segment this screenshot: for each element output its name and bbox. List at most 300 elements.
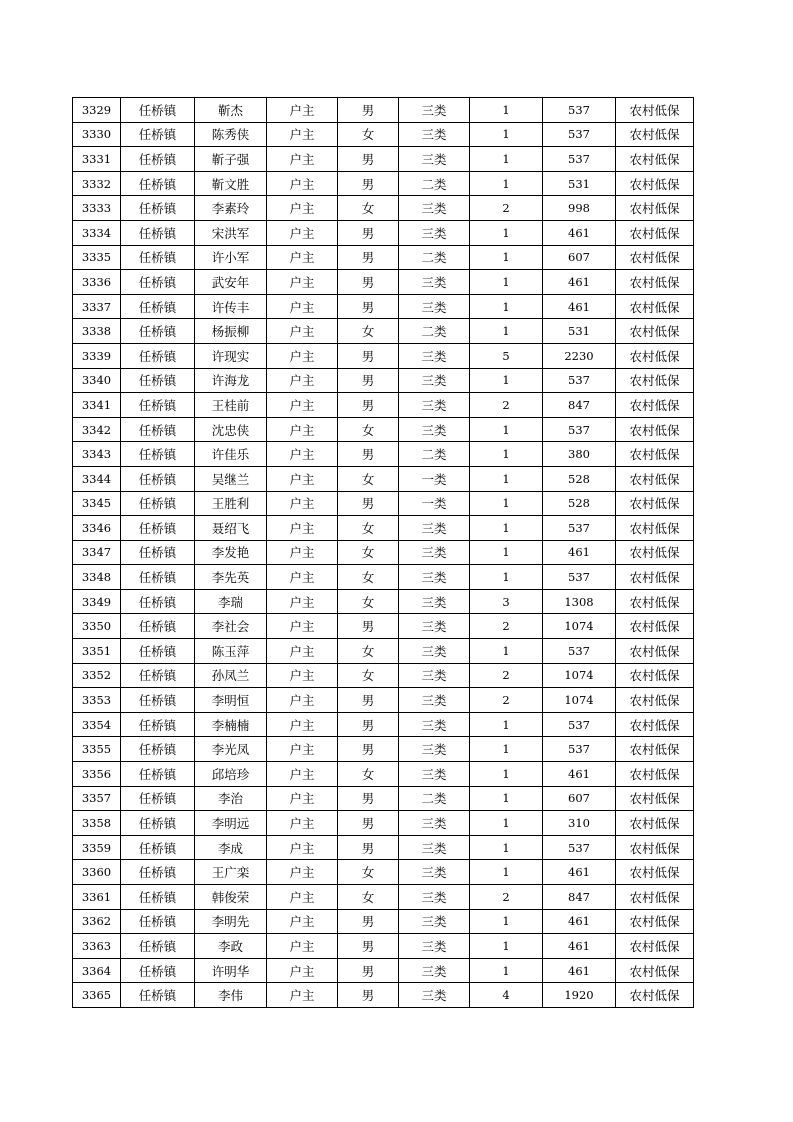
cell-category: 三类 — [399, 294, 470, 319]
cell-town: 任桥镇 — [121, 270, 195, 295]
cell-gender: 男 — [338, 712, 399, 737]
cell-assistance-type: 农村低保 — [616, 516, 694, 541]
cell-household-size: 1 — [470, 245, 543, 270]
cell-relation: 户主 — [267, 762, 338, 787]
cell-category: 三类 — [399, 909, 470, 934]
cell-row-number: 3364 — [73, 958, 121, 983]
cell-category: 三类 — [399, 762, 470, 787]
cell-row-number: 3354 — [73, 712, 121, 737]
cell-household-size: 1 — [470, 811, 543, 836]
cell-amount: 461 — [543, 220, 616, 245]
cell-row-number: 3357 — [73, 786, 121, 811]
cell-row-number: 3331 — [73, 147, 121, 172]
cell-household-size: 1 — [470, 270, 543, 295]
cell-amount: 537 — [543, 368, 616, 393]
cell-assistance-type: 农村低保 — [616, 196, 694, 221]
cell-name: 许佳乐 — [195, 442, 267, 467]
cell-assistance-type: 农村低保 — [616, 614, 694, 639]
cell-town: 任桥镇 — [121, 466, 195, 491]
cell-gender: 男 — [338, 737, 399, 762]
cell-amount: 461 — [543, 294, 616, 319]
cell-category: 三类 — [399, 688, 470, 713]
cell-name: 李楠楠 — [195, 712, 267, 737]
cell-relation: 户主 — [267, 343, 338, 368]
cell-household-size: 3 — [470, 589, 543, 614]
table-row — [73, 171, 694, 196]
cell-name: 吴继兰 — [195, 466, 267, 491]
cell-category: 三类 — [399, 639, 470, 664]
cell-relation: 户主 — [267, 540, 338, 565]
cell-relation: 户主 — [267, 885, 338, 910]
cell-name: 李素玲 — [195, 196, 267, 221]
cell-name: 王广栾 — [195, 860, 267, 885]
table-row — [73, 393, 694, 418]
cell-gender: 男 — [338, 983, 399, 1008]
cell-household-size: 1 — [470, 294, 543, 319]
cell-household-size: 1 — [470, 958, 543, 983]
cell-assistance-type: 农村低保 — [616, 368, 694, 393]
cell-row-number: 3341 — [73, 393, 121, 418]
cell-town: 任桥镇 — [121, 417, 195, 442]
cell-row-number: 3339 — [73, 343, 121, 368]
cell-row-number: 3356 — [73, 762, 121, 787]
cell-relation: 户主 — [267, 737, 338, 762]
cell-row-number: 3358 — [73, 811, 121, 836]
cell-row-number: 3335 — [73, 245, 121, 270]
cell-category: 三类 — [399, 712, 470, 737]
cell-assistance-type: 农村低保 — [616, 270, 694, 295]
cell-name: 李治 — [195, 786, 267, 811]
cell-relation: 户主 — [267, 491, 338, 516]
cell-amount: 1308 — [543, 589, 616, 614]
cell-category: 二类 — [399, 442, 470, 467]
cell-row-number: 3348 — [73, 565, 121, 590]
cell-gender: 女 — [338, 639, 399, 664]
cell-name: 邱培珍 — [195, 762, 267, 787]
cell-amount: 537 — [543, 835, 616, 860]
table-row — [73, 540, 694, 565]
cell-amount: 537 — [543, 98, 616, 123]
cell-amount: 537 — [543, 565, 616, 590]
cell-assistance-type: 农村低保 — [616, 466, 694, 491]
cell-relation: 户主 — [267, 319, 338, 344]
table-row — [73, 786, 694, 811]
cell-amount: 537 — [543, 147, 616, 172]
cell-gender: 男 — [338, 811, 399, 836]
cell-assistance-type: 农村低保 — [616, 589, 694, 614]
table-row — [73, 245, 694, 270]
cell-household-size: 2 — [470, 663, 543, 688]
cell-assistance-type: 农村低保 — [616, 491, 694, 516]
cell-household-size: 1 — [470, 516, 543, 541]
cell-amount: 537 — [543, 122, 616, 147]
data-sheet — [72, 97, 694, 1008]
cell-name: 许小军 — [195, 245, 267, 270]
cell-row-number: 3355 — [73, 737, 121, 762]
cell-row-number: 3334 — [73, 220, 121, 245]
cell-town: 任桥镇 — [121, 147, 195, 172]
table-row — [73, 270, 694, 295]
cell-amount: 461 — [543, 958, 616, 983]
table-row — [73, 122, 694, 147]
cell-amount: 998 — [543, 196, 616, 221]
table-row — [73, 909, 694, 934]
table-row — [73, 811, 694, 836]
cell-town: 任桥镇 — [121, 220, 195, 245]
table-row — [73, 663, 694, 688]
cell-town: 任桥镇 — [121, 663, 195, 688]
cell-household-size: 1 — [470, 319, 543, 344]
cell-row-number: 3353 — [73, 688, 121, 713]
cell-amount: 537 — [543, 639, 616, 664]
cell-gender: 女 — [338, 762, 399, 787]
cell-household-size: 2 — [470, 614, 543, 639]
cell-row-number: 3342 — [73, 417, 121, 442]
table-row — [73, 934, 694, 959]
cell-assistance-type: 农村低保 — [616, 319, 694, 344]
cell-name: 李明远 — [195, 811, 267, 836]
cell-category: 一类 — [399, 466, 470, 491]
table-row — [73, 368, 694, 393]
cell-category: 三类 — [399, 860, 470, 885]
table-row — [73, 294, 694, 319]
cell-household-size: 1 — [470, 762, 543, 787]
cell-assistance-type: 农村低保 — [616, 220, 694, 245]
table-row — [73, 983, 694, 1008]
cell-household-size: 1 — [470, 540, 543, 565]
cell-name: 靳文胜 — [195, 171, 267, 196]
cell-amount: 461 — [543, 934, 616, 959]
cell-relation: 户主 — [267, 811, 338, 836]
table-row — [73, 639, 694, 664]
cell-category: 三类 — [399, 270, 470, 295]
cell-category: 二类 — [399, 319, 470, 344]
cell-name: 韩俊荣 — [195, 885, 267, 910]
cell-assistance-type: 农村低保 — [616, 786, 694, 811]
cell-household-size: 1 — [470, 147, 543, 172]
cell-relation: 户主 — [267, 220, 338, 245]
table-row — [73, 688, 694, 713]
cell-category: 三类 — [399, 565, 470, 590]
cell-name: 李先英 — [195, 565, 267, 590]
cell-household-size: 1 — [470, 466, 543, 491]
cell-relation: 户主 — [267, 565, 338, 590]
cell-row-number: 3351 — [73, 639, 121, 664]
cell-row-number: 3363 — [73, 934, 121, 959]
cell-row-number: 3346 — [73, 516, 121, 541]
cell-name: 许传丰 — [195, 294, 267, 319]
cell-town: 任桥镇 — [121, 245, 195, 270]
cell-assistance-type: 农村低保 — [616, 762, 694, 787]
cell-relation: 户主 — [267, 245, 338, 270]
cell-name: 许明华 — [195, 958, 267, 983]
cell-amount: 461 — [543, 540, 616, 565]
cell-household-size: 1 — [470, 220, 543, 245]
table-row — [73, 958, 694, 983]
cell-gender: 女 — [338, 860, 399, 885]
cell-relation: 户主 — [267, 958, 338, 983]
cell-row-number: 3361 — [73, 885, 121, 910]
cell-relation: 户主 — [267, 835, 338, 860]
cell-relation: 户主 — [267, 171, 338, 196]
cell-relation: 户主 — [267, 934, 338, 959]
cell-row-number: 3359 — [73, 835, 121, 860]
cell-relation: 户主 — [267, 393, 338, 418]
cell-name: 王桂前 — [195, 393, 267, 418]
cell-town: 任桥镇 — [121, 319, 195, 344]
cell-household-size: 1 — [470, 934, 543, 959]
table-row — [73, 516, 694, 541]
cell-gender: 男 — [338, 220, 399, 245]
cell-category: 三类 — [399, 540, 470, 565]
cell-category: 三类 — [399, 516, 470, 541]
cell-town: 任桥镇 — [121, 442, 195, 467]
cell-town: 任桥镇 — [121, 712, 195, 737]
cell-relation: 户主 — [267, 786, 338, 811]
cell-row-number: 3352 — [73, 663, 121, 688]
table-row — [73, 614, 694, 639]
cell-name: 靳杰 — [195, 98, 267, 123]
cell-assistance-type: 农村低保 — [616, 417, 694, 442]
cell-name: 武安年 — [195, 270, 267, 295]
cell-town: 任桥镇 — [121, 762, 195, 787]
cell-town: 任桥镇 — [121, 589, 195, 614]
cell-town: 任桥镇 — [121, 737, 195, 762]
cell-assistance-type: 农村低保 — [616, 983, 694, 1008]
cell-category: 三类 — [399, 220, 470, 245]
cell-household-size: 1 — [470, 712, 543, 737]
cell-relation: 户主 — [267, 442, 338, 467]
cell-amount: 461 — [543, 762, 616, 787]
cell-town: 任桥镇 — [121, 909, 195, 934]
cell-gender: 男 — [338, 294, 399, 319]
table-body — [73, 98, 694, 1008]
cell-row-number: 3338 — [73, 319, 121, 344]
cell-relation: 户主 — [267, 122, 338, 147]
cell-amount: 607 — [543, 245, 616, 270]
cell-name: 沈忠侠 — [195, 417, 267, 442]
cell-town: 任桥镇 — [121, 343, 195, 368]
table-row — [73, 589, 694, 614]
cell-gender: 男 — [338, 786, 399, 811]
cell-assistance-type: 农村低保 — [616, 442, 694, 467]
cell-name: 宋洪军 — [195, 220, 267, 245]
cell-town: 任桥镇 — [121, 983, 195, 1008]
cell-gender: 男 — [338, 171, 399, 196]
cell-row-number: 3350 — [73, 614, 121, 639]
cell-gender: 男 — [338, 909, 399, 934]
table-row — [73, 417, 694, 442]
cell-household-size: 1 — [470, 98, 543, 123]
cell-category: 三类 — [399, 589, 470, 614]
cell-row-number: 3349 — [73, 589, 121, 614]
table-row — [73, 712, 694, 737]
cell-amount: 1074 — [543, 614, 616, 639]
cell-category: 三类 — [399, 835, 470, 860]
cell-category: 三类 — [399, 393, 470, 418]
cell-assistance-type: 农村低保 — [616, 712, 694, 737]
cell-category: 三类 — [399, 122, 470, 147]
cell-assistance-type: 农村低保 — [616, 393, 694, 418]
cell-relation: 户主 — [267, 614, 338, 639]
cell-category: 三类 — [399, 147, 470, 172]
cell-household-size: 1 — [470, 737, 543, 762]
cell-relation: 户主 — [267, 466, 338, 491]
cell-amount: 1074 — [543, 688, 616, 713]
cell-name: 许海龙 — [195, 368, 267, 393]
cell-relation: 户主 — [267, 516, 338, 541]
cell-name: 李社会 — [195, 614, 267, 639]
cell-gender: 男 — [338, 688, 399, 713]
cell-gender: 男 — [338, 958, 399, 983]
cell-assistance-type: 农村低保 — [616, 663, 694, 688]
cell-household-size: 1 — [470, 171, 543, 196]
cell-name: 李政 — [195, 934, 267, 959]
cell-town: 任桥镇 — [121, 171, 195, 196]
cell-town: 任桥镇 — [121, 540, 195, 565]
cell-relation: 户主 — [267, 589, 338, 614]
cell-amount: 847 — [543, 393, 616, 418]
cell-gender: 女 — [338, 466, 399, 491]
cell-amount: 537 — [543, 712, 616, 737]
cell-name: 靳子强 — [195, 147, 267, 172]
cell-row-number: 3336 — [73, 270, 121, 295]
cell-row-number: 3337 — [73, 294, 121, 319]
table-row — [73, 885, 694, 910]
cell-name: 李成 — [195, 835, 267, 860]
table-row — [73, 466, 694, 491]
cell-assistance-type: 农村低保 — [616, 540, 694, 565]
cell-relation: 户主 — [267, 196, 338, 221]
cell-relation: 户主 — [267, 147, 338, 172]
cell-gender: 男 — [338, 835, 399, 860]
cell-household-size: 5 — [470, 343, 543, 368]
cell-town: 任桥镇 — [121, 811, 195, 836]
cell-relation: 户主 — [267, 639, 338, 664]
cell-name: 王胜利 — [195, 491, 267, 516]
cell-household-size: 2 — [470, 885, 543, 910]
table-row — [73, 737, 694, 762]
cell-amount: 461 — [543, 909, 616, 934]
cell-row-number: 3343 — [73, 442, 121, 467]
table-row — [73, 343, 694, 368]
cell-category: 三类 — [399, 811, 470, 836]
cell-gender: 女 — [338, 589, 399, 614]
cell-town: 任桥镇 — [121, 639, 195, 664]
cell-gender: 女 — [338, 516, 399, 541]
cell-household-size: 1 — [470, 835, 543, 860]
cell-relation: 户主 — [267, 712, 338, 737]
cell-row-number: 3333 — [73, 196, 121, 221]
cell-town: 任桥镇 — [121, 491, 195, 516]
household-table — [72, 97, 694, 1008]
cell-gender: 男 — [338, 270, 399, 295]
cell-relation: 户主 — [267, 663, 338, 688]
cell-gender: 男 — [338, 614, 399, 639]
cell-household-size: 1 — [470, 417, 543, 442]
cell-name: 李发艳 — [195, 540, 267, 565]
cell-relation: 户主 — [267, 860, 338, 885]
cell-amount: 461 — [543, 860, 616, 885]
cell-town: 任桥镇 — [121, 958, 195, 983]
cell-gender: 男 — [338, 491, 399, 516]
table-row — [73, 98, 694, 123]
cell-assistance-type: 农村低保 — [616, 860, 694, 885]
table-row — [73, 220, 694, 245]
cell-assistance-type: 农村低保 — [616, 171, 694, 196]
cell-relation: 户主 — [267, 983, 338, 1008]
cell-category: 三类 — [399, 958, 470, 983]
cell-name: 李伟 — [195, 983, 267, 1008]
cell-household-size: 1 — [470, 909, 543, 934]
cell-gender: 女 — [338, 319, 399, 344]
cell-amount: 380 — [543, 442, 616, 467]
table-row — [73, 565, 694, 590]
cell-category: 二类 — [399, 786, 470, 811]
cell-name: 李光凤 — [195, 737, 267, 762]
cell-assistance-type: 农村低保 — [616, 639, 694, 664]
table-row — [73, 442, 694, 467]
cell-relation: 户主 — [267, 368, 338, 393]
cell-household-size: 1 — [470, 565, 543, 590]
cell-gender: 男 — [338, 393, 399, 418]
cell-assistance-type: 农村低保 — [616, 343, 694, 368]
cell-name: 陈玉萍 — [195, 639, 267, 664]
cell-household-size: 2 — [470, 393, 543, 418]
cell-name: 杨振柳 — [195, 319, 267, 344]
cell-assistance-type: 农村低保 — [616, 122, 694, 147]
cell-assistance-type: 农村低保 — [616, 245, 694, 270]
cell-name: 李明先 — [195, 909, 267, 934]
cell-household-size: 1 — [470, 442, 543, 467]
cell-assistance-type: 农村低保 — [616, 835, 694, 860]
cell-gender: 女 — [338, 417, 399, 442]
cell-row-number: 3329 — [73, 98, 121, 123]
cell-town: 任桥镇 — [121, 368, 195, 393]
cell-category: 三类 — [399, 196, 470, 221]
cell-town: 任桥镇 — [121, 835, 195, 860]
cell-town: 任桥镇 — [121, 860, 195, 885]
cell-town: 任桥镇 — [121, 885, 195, 910]
cell-row-number: 3330 — [73, 122, 121, 147]
cell-row-number: 3362 — [73, 909, 121, 934]
cell-town: 任桥镇 — [121, 614, 195, 639]
cell-amount: 537 — [543, 737, 616, 762]
table-row — [73, 196, 694, 221]
cell-gender: 男 — [338, 147, 399, 172]
cell-category: 三类 — [399, 737, 470, 762]
cell-town: 任桥镇 — [121, 294, 195, 319]
cell-amount: 531 — [543, 171, 616, 196]
cell-household-size: 1 — [470, 860, 543, 885]
cell-gender: 女 — [338, 540, 399, 565]
cell-amount: 461 — [543, 270, 616, 295]
cell-assistance-type: 农村低保 — [616, 909, 694, 934]
cell-amount: 528 — [543, 466, 616, 491]
cell-town: 任桥镇 — [121, 934, 195, 959]
cell-gender: 男 — [338, 934, 399, 959]
cell-household-size: 1 — [470, 368, 543, 393]
cell-amount: 1920 — [543, 983, 616, 1008]
cell-relation: 户主 — [267, 417, 338, 442]
cell-gender: 女 — [338, 196, 399, 221]
cell-gender: 男 — [338, 368, 399, 393]
cell-category: 三类 — [399, 663, 470, 688]
cell-assistance-type: 农村低保 — [616, 565, 694, 590]
table-row — [73, 319, 694, 344]
cell-gender: 男 — [338, 98, 399, 123]
cell-gender: 男 — [338, 245, 399, 270]
